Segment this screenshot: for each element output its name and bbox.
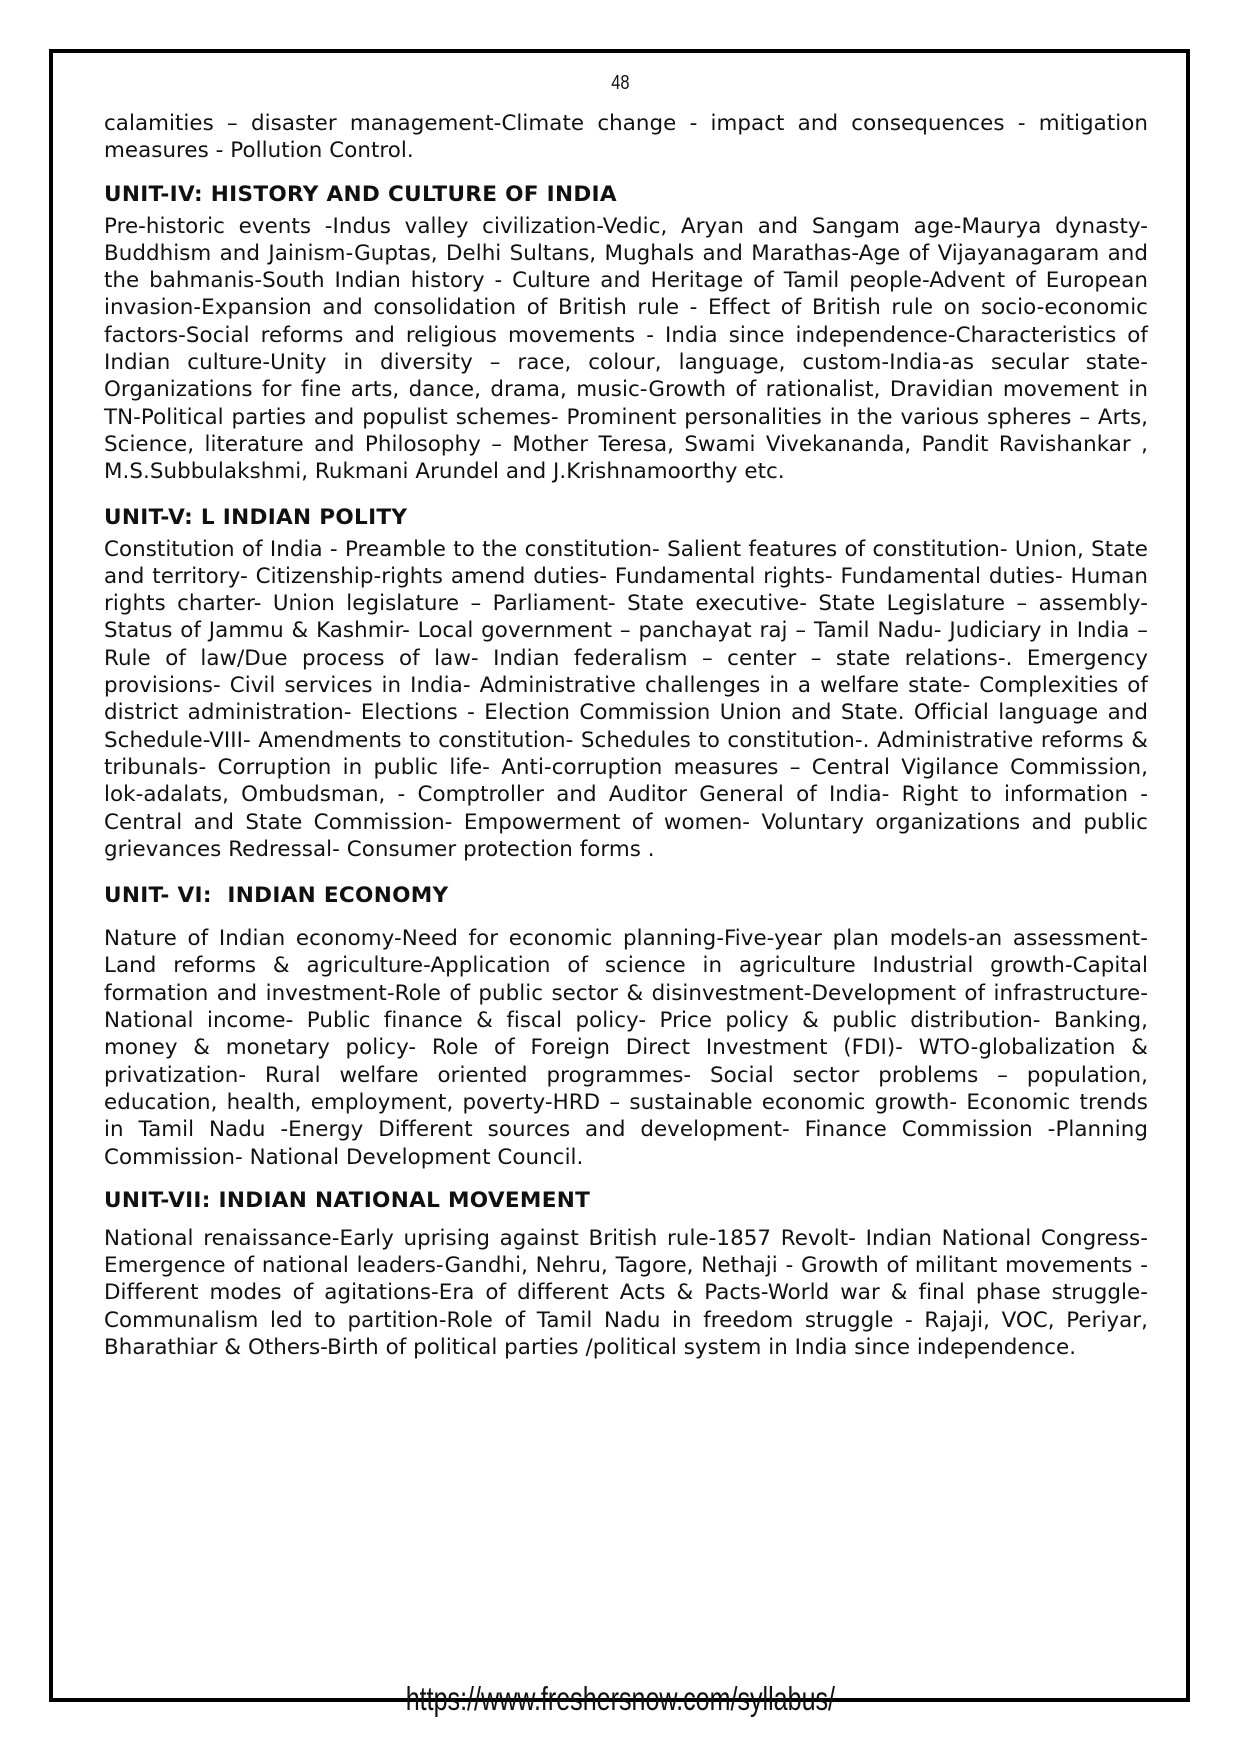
unit-v-section [104, 504, 1148, 864]
page-number: 48 [611, 72, 630, 94]
unit-v-heading: UNIT-V: L INDIAN POLITY [104, 504, 408, 530]
unit-vii-section [104, 1187, 1148, 1361]
unit-iv-section [104, 181, 1148, 486]
unit-vi-section [104, 882, 1148, 1171]
unit-iv-heading: UNIT-IV: HISTORY AND CULTURE OF INDIA [104, 181, 617, 207]
intro-paragraph: calamities – disaster management-Climate change - impact and consequences - mitigation measures - Pollution Control. [104, 111, 1148, 164]
unit-v-body: Constitution of India - Preamble to the constitution- Salient features of constitution- Union, State and territory- Citizenship-rights amend duties- Fundamental rights- Fundamental duties- Human rights charter- Union legislature – Parliament- State executive- State Legislature – assembly- Status of Jammu & Kashmir- Local government – panchayat raj – Tamil Nadu- Judiciary in India – Rule of law/Due process of law- Indian federalism – center – state relations-. Emergency provisions- Civil services in India- Administrative challenges in a welfare state- Complexities of district administration- Elections - Election Commission Union and State. Official language and Schedule-VIII- Amendments to constitution- Schedules to constitution-. Administrative reforms & tribunals- Corruption in public life- Anti-corruption measures – Central Vigilance Commission, lok-adalats, Ombudsman, - Comptroller and Auditor General of India- Right to information - Central and State Commission- Empowerment of women- Voluntary organizations and public grievances Redressal- Consumer protection forms . [104, 536, 1148, 862]
footer-source-url[interactable]: https://www.freshersnow.com/syllabus/ [405, 1680, 836, 1717]
unit-vii-heading: UNIT-VII: INDIAN NATIONAL MOVEMENT [104, 1187, 591, 1213]
unit-vii-body: National renaissance-Early uprising against British rule-1857 Revolt- Indian National Congress-Emergence of national leaders-Gandhi, Nehru, Tagore, Nethaji - Growth of militant movements -Different modes of agitations-Era of different Acts & Pacts-World war & final phase struggle-Communalism led to partition-Role of Tamil Nadu in freedom struggle - Rajaji, VOC, Periyar, Bharathiar & Others-Birth of political parties /political system in India since independence. [104, 1225, 1148, 1360]
page-content [104, 110, 1148, 1361]
unit-vi-body: Nature of Indian economy-Need for economic planning-Five-year plan models-an assessment-Land reforms & agriculture-Application of science in agriculture Industrial growth-Capital formation and investment-Role of public sector & disinvestment-Development of infrastructure- National income- Public finance & fiscal policy- Price policy & public distribution- Banking, money & monetary policy- Role of Foreign Direct Investment (FDI)- WTO-globalization & privatization- Rural welfare oriented programmes- Social sector problems – population, education, health, employment, poverty-HRD – sustainable economic growth- Economic trends in Tamil Nadu -Energy Different sources and development- Finance Commission -Planning Commission- National Development Council. [104, 926, 1148, 1170]
unit-iv-body: Pre-historic events -Indus valley civilization-Vedic, Aryan and Sangam age-Maurya dynasty-Buddhism and Jainism-Guptas, Delhi Sultans, Mughals and Marathas-Age of Vijayanagaram and the bahmanis-South Indian history - Culture and Heritage of Tamil people-Advent of European invasion-Expansion and consolidation of British rule - Effect of British rule on socio-economic factors-Social reforms and religious movements - India since independence-Characteristics of Indian culture-Unity in diversity – race, colour, language, custom-India-as secular state-Organizations for fine arts, dance, drama, music-Growth of rationalist, Dravidian movement in TN-Political parties and populist schemes- Prominent personalities in the various spheres – Arts, Science, literature and Philosophy – Mother Teresa, Swami Vivekananda, Pandit Ravishankar , M.S.Subbulakshmi, Rukmani Arundel and J.Krishnamoorthy etc. [104, 213, 1148, 485]
unit-vi-heading: UNIT- VI: INDIAN ECONOMY [104, 883, 449, 909]
